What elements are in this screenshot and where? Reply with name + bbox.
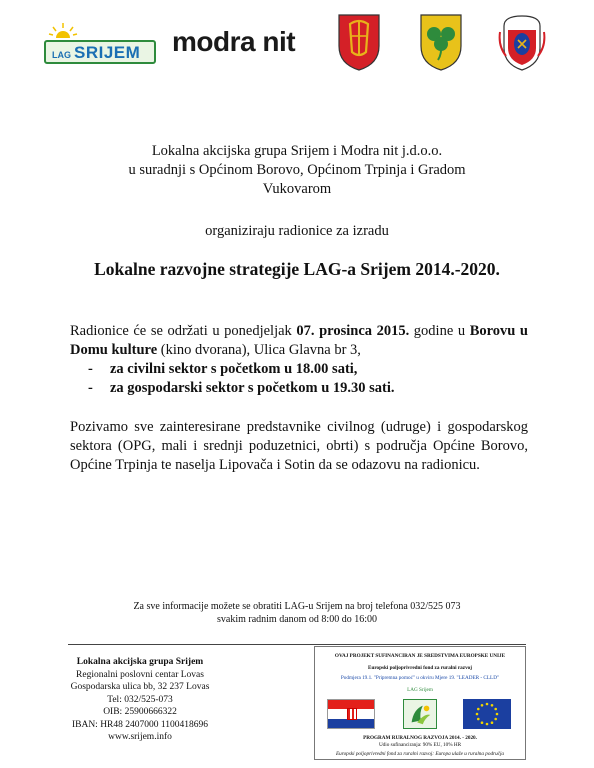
eu-box-lag: LAG Srijem bbox=[407, 687, 433, 693]
croatia-flag-icon bbox=[327, 699, 375, 729]
eu-box-cofinancing: Udio sufinanciranja: 90% EU, 10% HR bbox=[378, 742, 462, 748]
borovo-crest-icon bbox=[336, 12, 382, 72]
eu-box-measure: Podmjera 19.1. "Pripremna pomoć" u okviru Mjere 19. "LEADER - CLLD" bbox=[340, 675, 500, 681]
lag-logo-box bbox=[44, 40, 156, 64]
contact-info bbox=[0, 600, 594, 626]
footer-iban: IBAN: HR48 2407000 1100418696 bbox=[71, 719, 209, 730]
eu-flag-icon bbox=[463, 699, 511, 729]
organize-text: organiziraju radionice za izradu bbox=[205, 223, 389, 239]
footer-org-name: Lokalna akcijska grupa Srijem bbox=[76, 657, 204, 667]
contact-line-2: svakim radnim danom od 8:00 do 16:00 bbox=[217, 614, 377, 625]
eu-box-slogan: Europski poljoprivredni fond za ruralni razvoj: Europa ulaže u ruralna područja bbox=[335, 751, 504, 757]
eu-funding-box bbox=[314, 646, 526, 760]
vukovar-crest-icon bbox=[496, 12, 548, 72]
workshop-paragraph bbox=[70, 322, 528, 360]
sun-icon bbox=[48, 22, 78, 38]
schedule-item-business: - za gospodarski sektor s početkom u 19.30 sati. bbox=[88, 379, 395, 398]
organizers-line-1: Lokalna akcijska grupa Srijem i Modra nit j.d.o.o. bbox=[151, 143, 443, 159]
lag-logo-big-text: SRIJEM bbox=[74, 43, 141, 62]
workshop-date: 07. prosinca 2015. bbox=[296, 323, 410, 339]
footer-phone: Tel: 032/525-073 bbox=[107, 694, 173, 705]
lag-logo-small-text: LAG bbox=[52, 50, 71, 60]
footer-divider bbox=[68, 644, 526, 645]
strategy-title: Lokalne razvojne strategije LAG-a Srijem 2014.-2020. bbox=[94, 259, 500, 279]
workshop-text-1: Radionice će se održati u ponedjeljak bbox=[70, 323, 297, 339]
logo-bar bbox=[44, 12, 554, 78]
footer-website-link[interactable]: www.srijem.info bbox=[108, 732, 172, 742]
leader-logo-icon bbox=[403, 699, 437, 729]
organizers-line-2: u suradnji s Općinom Borovo, Općinom Trpinja i Gradom bbox=[128, 162, 466, 178]
workshop-text-2: godine u bbox=[409, 323, 470, 339]
footer-oib: OIB: 25900666322 bbox=[103, 707, 177, 717]
modra-nit-logo: modra nit bbox=[172, 26, 296, 57]
organizers-block bbox=[0, 142, 594, 199]
eu-box-heading: OVAJ PROJEKT SUFINANCIRAN JE SREDSTVIMA EUROPSKE UNIJE bbox=[334, 653, 506, 659]
trpinja-crest-icon bbox=[418, 12, 464, 72]
footer-line: Gospodarska ulica bb, 32 237 Lovas bbox=[70, 682, 210, 692]
eu-box-program: PROGRAM RURALNOG RAZVOJA 2014. - 2020. bbox=[363, 735, 477, 741]
croatia-shield-icon bbox=[347, 708, 357, 720]
organizers-line-3: Vukovarom bbox=[262, 181, 332, 197]
eu-box-fund: Europski poljoprivredni fond za ruralni razvoj bbox=[367, 665, 472, 671]
schedule-list bbox=[88, 360, 395, 398]
workshop-text-3: (kino dvorana), Ulica Glavna br 3, bbox=[157, 342, 361, 358]
lag-srijem-logo bbox=[44, 22, 156, 68]
contact-line-1: Za sve informacije možete se obratiti LAG-u Srijem na broj telefona 032/525 073 bbox=[133, 601, 461, 612]
footer-address bbox=[50, 656, 230, 744]
schedule-item-civil: - za civilni sektor s početkom u 18.00 sati, bbox=[88, 360, 395, 379]
workshop-place: Borovu u Domu kulture bbox=[70, 323, 528, 358]
invitation-paragraph: Pozivamo sve zainteresirane predstavnike civilnog (udruge) i gospodarskog sektora (OPG, mali i srednji poduzetnici, obrti) s područja Općine Borovo, Općine Trpinja te naselja Lipovača i Sotin da se odazovu na radionicu. bbox=[70, 419, 528, 473]
footer-line: Regionalni poslovni centar Lovas bbox=[76, 669, 204, 680]
